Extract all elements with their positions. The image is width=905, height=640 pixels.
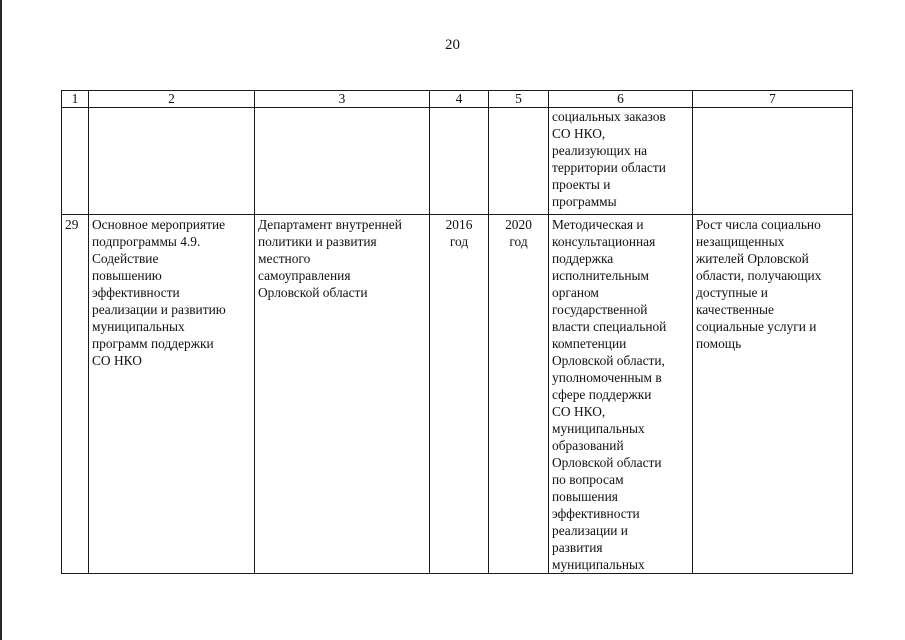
column-header-1: 1 <box>62 91 89 108</box>
cell-result-continued: социальных заказов СО НКО, реализующих на территории области проекты и программы <box>549 108 693 215</box>
cell-start-year: 2016 год <box>430 215 489 574</box>
cell-end-year: 2020 год <box>489 215 549 574</box>
cell-empty <box>489 108 549 215</box>
table-row-29 <box>62 215 853 574</box>
column-header-7: 7 <box>693 91 853 108</box>
column-header-4: 4 <box>430 91 489 108</box>
page-number: 20 <box>445 37 460 53</box>
column-header-2: 2 <box>89 91 255 108</box>
cell-event-name: Основное мероприятие подпрограммы 4.9. Содействие повышению эффективности реализации и развитию муниципальных программ поддержки СО НКО <box>89 215 255 574</box>
cell-empty <box>693 108 853 215</box>
program-table <box>61 90 853 574</box>
scan-left-edge <box>0 0 2 640</box>
cell-empty <box>430 108 489 215</box>
cell-empty <box>255 108 430 215</box>
table-row-continuation <box>62 108 853 215</box>
column-header-3: 3 <box>255 91 430 108</box>
column-header-6: 6 <box>549 91 693 108</box>
column-header-5: 5 <box>489 91 549 108</box>
cell-expected-result: Методическая и консультационная поддержка исполнительным органом государственной власти специальной компетенции Орловской области, уполномоченным в сфере поддержки СО НКО, муниципальных образований Орловской области по вопросам повышения эффективности реализации и развития муниципальных <box>549 215 693 574</box>
table-header-row <box>62 91 853 108</box>
cell-executor: Департамент внутренней политики и развития местного самоуправления Орловской области <box>255 215 430 574</box>
cell-empty <box>62 108 89 215</box>
cell-row-number: 29 <box>62 215 89 574</box>
cell-empty <box>89 108 255 215</box>
cell-indicator: Рост числа социально незащищенных жителей Орловской области, получающих доступные и качественные социальные услуги и помощь <box>693 215 853 574</box>
